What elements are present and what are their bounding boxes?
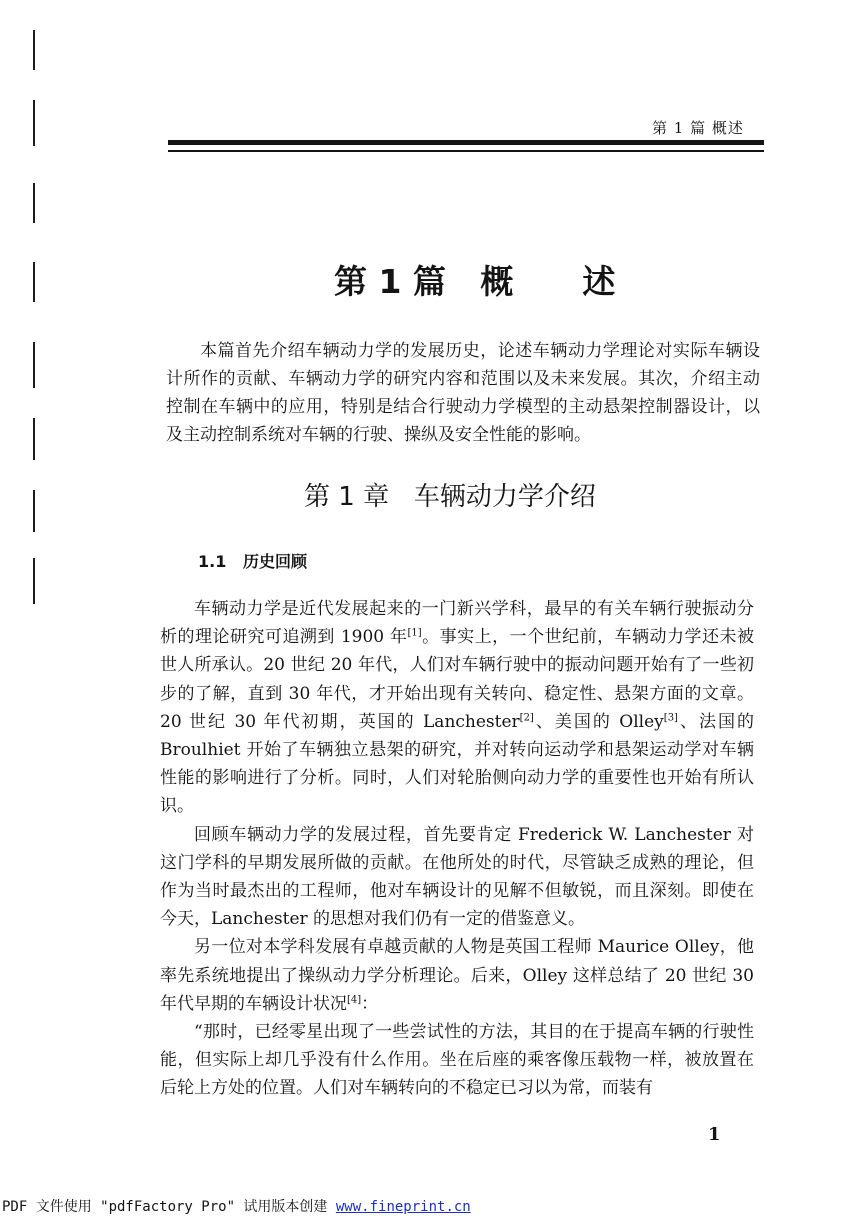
citation: [1] xyxy=(407,627,422,639)
footer-text: PDF 文件使用 "pdfFactory Pro" 试用版本创建 xyxy=(2,1199,336,1215)
paragraph xyxy=(160,933,754,1018)
text-run: ： xyxy=(361,993,379,1014)
pdf-footer xyxy=(2,1196,471,1216)
header-rule-thin xyxy=(168,150,764,152)
section-heading: 1.1 历史回顾 xyxy=(198,552,308,571)
part-intro: 本篇首先介绍车辆动力学的发展历史，论述车辆动力学理论对实际车辆设计所作的贡献、车辆动力学的研究内容和范围以及未来发展。其次，介绍主动控制在车辆中的应用，特别是结合行驶动力学模型的主动悬架控制器设计，以及主动控制系统对车辆的行驶、操纵及安全性能的影响。 xyxy=(166,341,760,445)
citation: [4] xyxy=(347,994,362,1006)
paragraph: 回顾车辆动力学的发展过程，首先要肯定 Frederick W. Lanchester 对这门学科的早期发展所做的贡献。在他所处的时代，尽管缺乏成熟的理论，但作为当时最杰出的工程师，他对车辆设计的见解不但敏锐，而且深刻。即使在今天，Lanchester 的思想对我们仍有一定的借鉴意义。 xyxy=(160,824,754,930)
text-run: 、法国的 Broulhiet 开始了车辆独立悬架的研究，并对转向运动学和悬架运动学对车辆性能的影响进行了分析。同时，人们对轮胎侧向动力学的重要性也开始有所认识。 xyxy=(160,711,755,817)
body-text xyxy=(160,595,754,1103)
binding-mark xyxy=(33,183,35,223)
binding-mark xyxy=(33,558,35,604)
binding-mark xyxy=(33,100,35,146)
footer-link[interactable]: www.fineprint.cn xyxy=(335,1199,471,1215)
part-title: 第 1 篇 概 述 xyxy=(334,262,616,301)
header-rule-thick xyxy=(168,140,764,145)
paragraph: “那时，已经零星出现了一些尝试性的方法，其目的在于提高车辆的行驶性能，但实际上却几乎没有什么作用。坐在后座的乘客像压载物一样，被放置在后轮上方处的位置。人们对车辆转向的不稳定已习以为常，而装有 xyxy=(160,1022,754,1099)
binding-mark xyxy=(33,342,35,388)
binding-mark xyxy=(33,418,35,460)
text-run: 。事实上，一个世纪前，车辆动力学还未被世人所承认。20 世纪 20 年代，人们对车辆行驶中的振动问题开始有了一些初步的了解，直到 30 年代，才开始出现有关转向、稳定性、悬架方面的文章。20 世纪 30 年代初期，英国的 Lanchester xyxy=(160,627,755,732)
text-run: 、美国的 Olley xyxy=(533,711,664,732)
citation: [3] xyxy=(663,712,678,724)
binding-mark xyxy=(33,262,35,302)
running-header: 第 1 篇 概述 xyxy=(652,119,744,137)
text-run: 另一位对本学科发展有卓越贡献的人物是英国工程师 Maurice Olley，他率先系统地提出了操纵动力学分析理论。后来，Olley 这样总结了 20 世纪 30 年代早期的车辆设计状况 xyxy=(160,937,754,1014)
binding-mark xyxy=(33,30,35,70)
page-number: 1 xyxy=(708,1124,721,1145)
binding-mark xyxy=(33,490,35,532)
chapter-title: 第 1 章 车辆动力学介绍 xyxy=(304,482,596,512)
citation: [2] xyxy=(519,712,534,724)
paragraph xyxy=(160,595,754,821)
text-run: 车辆动力学是近代发展起来的一门新兴学科，最早的有关车辆行驶振动分析的理论研究可追溯到 1900 年 xyxy=(160,599,754,648)
